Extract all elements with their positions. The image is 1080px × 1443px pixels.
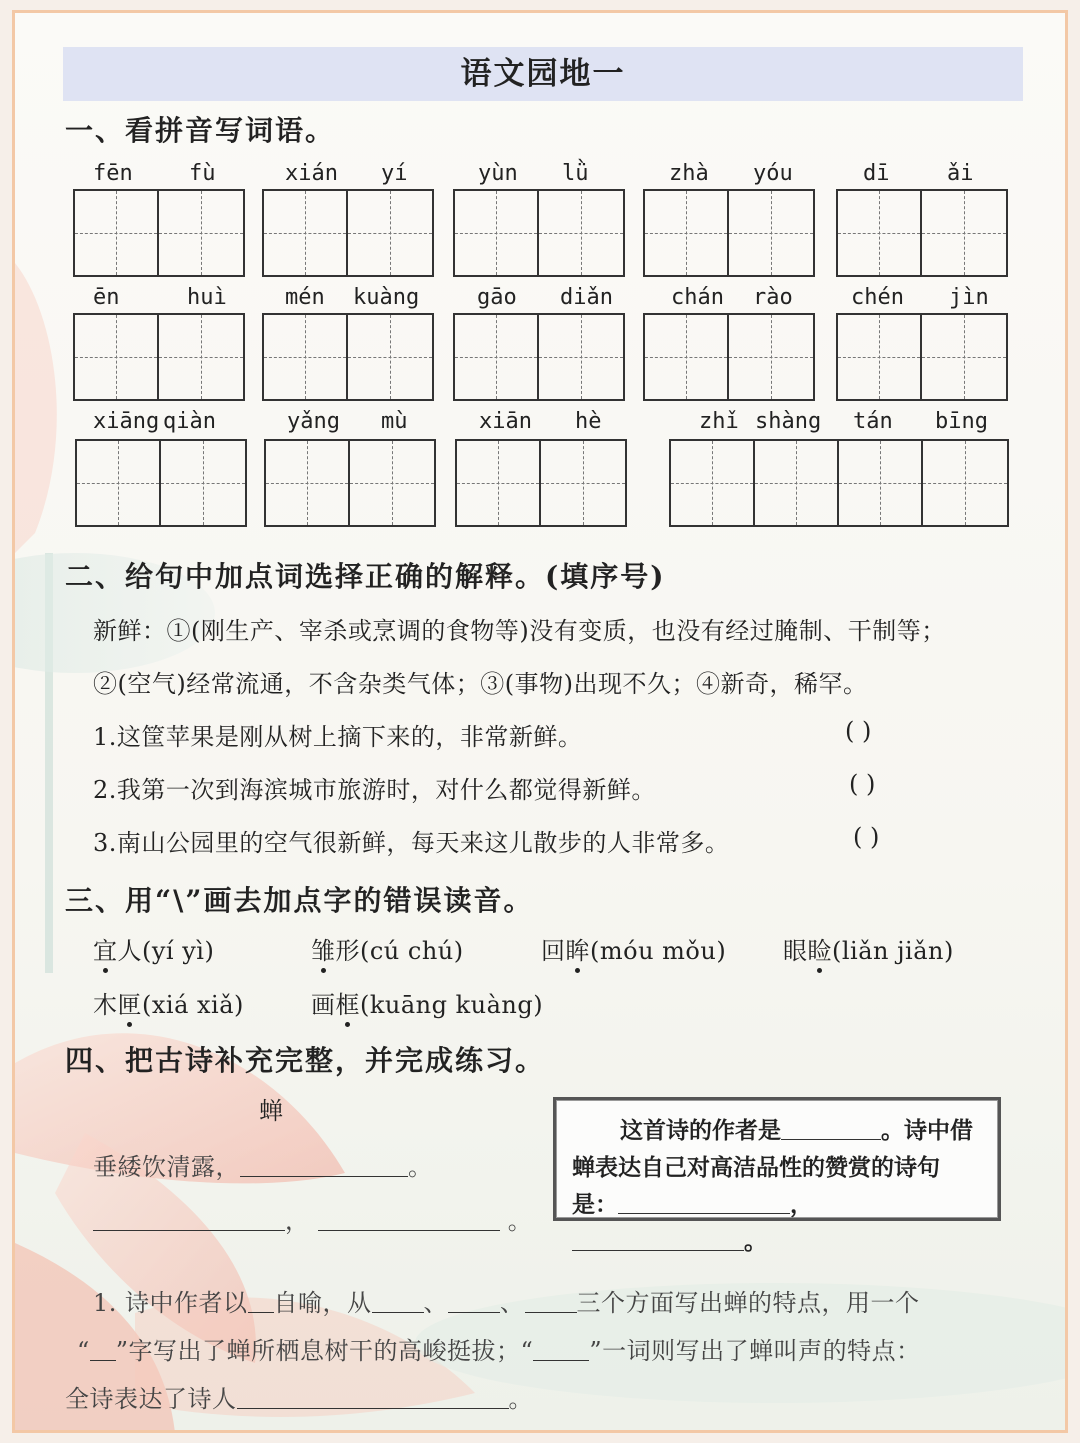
pinyin: qiàn xyxy=(163,409,216,434)
writing-grid[interactable] xyxy=(643,189,815,277)
reading-item[interactable]: 画框(kuāng kuàng) xyxy=(311,991,544,1019)
reading-item[interactable]: 回眸(móu mǒu) xyxy=(541,937,727,965)
writing-grid[interactable] xyxy=(836,189,1008,277)
section-3-heading: 三、用“\”画去加点字的错误读音。 xyxy=(65,884,534,917)
reading-item[interactable]: 木匣(xiá xiǎ) xyxy=(93,991,244,1019)
section-4-heading: 四、把古诗补充完整，并完成练习。 xyxy=(65,1044,546,1077)
poem-question-2: “ ”字写出了蝉所栖息树干的高峻挺拔；“ ”一词则写出了蝉叫声的特点： xyxy=(77,1337,921,1365)
poem-question-3: 全诗表达了诗人 。 xyxy=(65,1385,533,1413)
pinyin: dī xyxy=(863,161,890,186)
writing-grid[interactable] xyxy=(262,313,434,401)
pinyin: jìn xyxy=(949,285,989,310)
section-2-heading: 二、给句中加点词选择正确的解释。(填序号) xyxy=(65,560,666,593)
definition-line-1: 新鲜：①(刚生产、宰杀或烹调的食物等)没有变质，也没有经过腌制、干制等； xyxy=(93,617,946,645)
answer-paren-1[interactable]: ( ) xyxy=(845,717,872,745)
poem-line-2: ， 。 xyxy=(93,1201,532,1236)
writing-grid[interactable] xyxy=(643,313,815,401)
pinyin: mén xyxy=(285,285,325,310)
pinyin: zhǐ xyxy=(699,409,739,434)
pinyin: mù xyxy=(381,409,408,434)
pinyin: ēn xyxy=(93,285,120,310)
poem-title: 蝉 xyxy=(259,1097,284,1125)
pinyin: diǎn xyxy=(560,285,613,310)
pinyin: xián xyxy=(285,161,338,186)
writing-grid[interactable] xyxy=(73,313,245,401)
writing-grid[interactable] xyxy=(262,189,434,277)
pinyin: gāo xyxy=(477,285,517,310)
pinyin: lǜ xyxy=(562,161,589,186)
writing-grid[interactable] xyxy=(836,313,1008,401)
pinyin: ǎi xyxy=(947,161,974,186)
writing-grid[interactable] xyxy=(453,313,625,401)
pinyin: yǎng xyxy=(287,409,340,434)
blank[interactable] xyxy=(240,1154,408,1177)
pinyin: yí xyxy=(381,161,408,186)
worksheet-page xyxy=(12,10,1068,1433)
writing-grid[interactable] xyxy=(264,439,436,527)
poem-question-1: 1. 诗中作者以 自喻，从 、 、 三个方面写出蝉的特点，用一个 xyxy=(93,1289,920,1317)
author-question-box: 这首诗的作者是 。诗中借 蝉表达自己对高洁品性的赞赏的诗句 是： ，。 xyxy=(553,1097,1001,1221)
section-1-heading: 一、看拼音写词语。 xyxy=(65,114,336,147)
reading-item[interactable]: 眼睑(liǎn jiǎn) xyxy=(783,937,954,965)
definition-line-2: ②(空气)经常流通，不含杂类气体；③(事物)出现不久；④新奇，稀罕。 xyxy=(93,670,868,698)
answer-paren-2[interactable]: ( ) xyxy=(849,770,876,798)
pinyin: yóu xyxy=(753,161,793,186)
reading-item[interactable]: 雏形(cú chú) xyxy=(311,937,464,965)
poem-line-1: 垂緌饮清露， 。 xyxy=(93,1153,433,1181)
worksheet-content xyxy=(15,13,1068,1433)
pinyin: bīng xyxy=(935,409,988,434)
writing-grid[interactable] xyxy=(455,439,627,527)
pinyin: yùn xyxy=(478,161,518,186)
answer-paren-3[interactable]: ( ) xyxy=(853,823,880,851)
pinyin: shàng xyxy=(755,409,822,434)
writing-grid[interactable] xyxy=(453,189,625,277)
writing-grid[interactable] xyxy=(73,189,245,277)
pinyin: chén xyxy=(851,285,904,310)
pinyin: kuàng xyxy=(353,285,420,310)
writing-grid-4[interactable] xyxy=(669,439,1009,527)
pinyin: hè xyxy=(575,409,602,434)
pinyin: huì xyxy=(187,285,227,310)
pinyin: fēn xyxy=(93,161,133,186)
writing-grid[interactable] xyxy=(75,439,247,527)
pinyin: xiāng xyxy=(93,409,160,434)
blank[interactable] xyxy=(318,1208,500,1231)
question-2: 2.我第一次到海滨城市旅游时，对什么都觉得新鲜。 xyxy=(93,776,656,804)
pinyin: xiān xyxy=(479,409,532,434)
page-title: 语文园地一 xyxy=(63,47,1023,101)
question-1: 1.这筐苹果是刚从树上摘下来的，非常新鲜。 xyxy=(93,723,583,751)
blank[interactable] xyxy=(93,1208,285,1231)
question-3: 3.南山公园里的空气很新鲜，每天来这儿散步的人非常多。 xyxy=(93,829,730,857)
pinyin: rào xyxy=(753,285,793,310)
pinyin: fù xyxy=(189,161,216,186)
reading-item[interactable]: 宜人(yí yì) xyxy=(93,937,215,965)
pinyin: tán xyxy=(853,409,893,434)
pinyin: chán xyxy=(671,285,724,310)
pinyin: zhà xyxy=(669,161,709,186)
